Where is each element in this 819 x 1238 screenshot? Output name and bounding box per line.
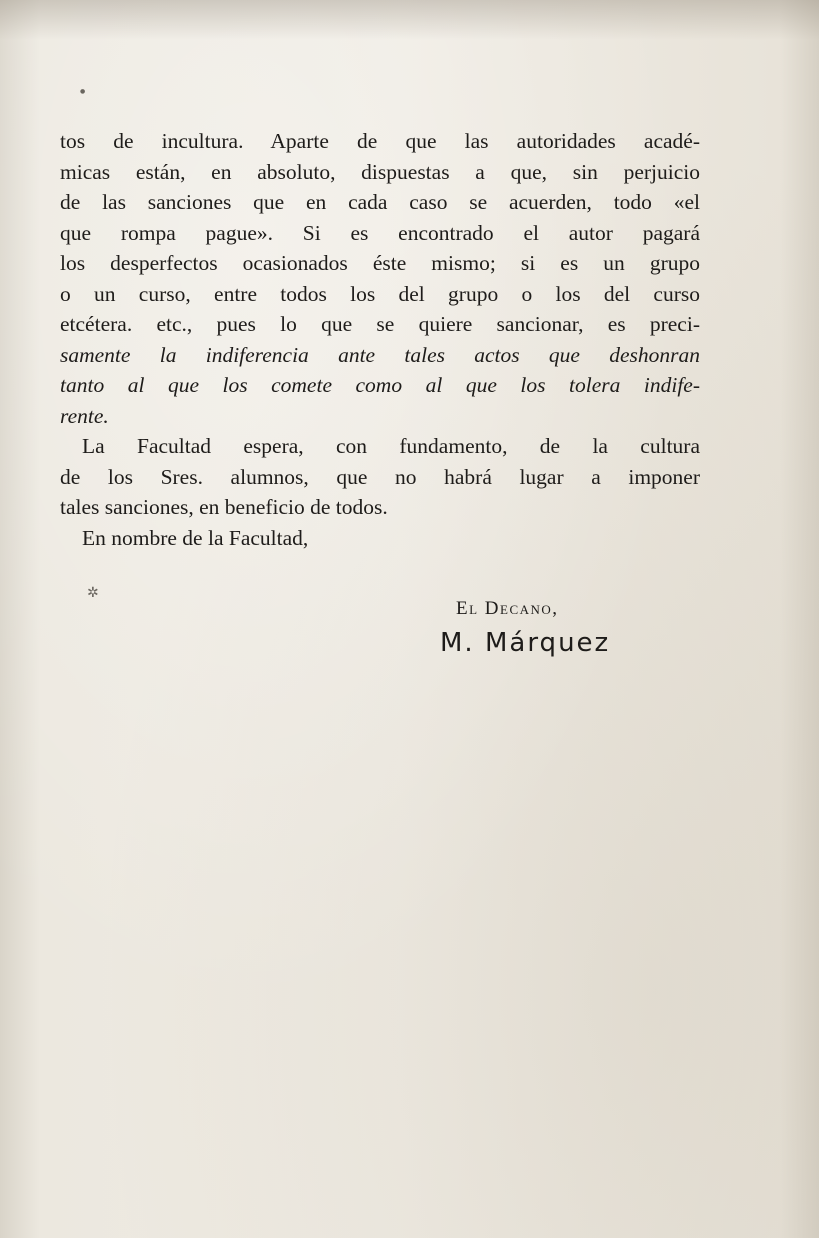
signature-name: M. Márquez [440, 628, 611, 658]
text-line: micas están, en absoluto, dispuestas a que, sin perjuicio [60, 159, 700, 184]
text-line: samente la indiferencia ante tales actos que deshonran [60, 342, 700, 367]
signature-block [440, 598, 610, 658]
text-line: tos de incultura. Aparte de que las autoridades acadé- [60, 129, 700, 153]
text-line: que rompa pague». Si es encontrado el autor pagará [60, 220, 700, 245]
text-line: tales sanciones, en beneficio de todos. [60, 495, 388, 519]
text-line: de las sanciones que en cada caso se acuerden, todo «el [60, 190, 700, 214]
text-line: etcétera. etc., pues lo que se quiere sancionar, es preci- [60, 312, 700, 336]
text-line: rente. [60, 403, 109, 428]
text-line: de los Sres. alumnos, que no habrá lugar a imponer [60, 464, 700, 489]
text-line: La Facultad espera, con fundamento, de la cultura [82, 434, 700, 458]
text-line: tanto al que los comete como al que los tolera indife- [60, 373, 700, 397]
page-edge-shadow [0, 0, 819, 40]
text-line: o un curso, entre todos los del grupo o los del curso [60, 281, 700, 306]
dust-speck: ● [80, 88, 86, 95]
ink-smudge-mark: ✲ [87, 585, 99, 601]
signature-title: El Decano, [456, 598, 559, 619]
body-text [60, 126, 700, 553]
text-line: En nombre de la Facultad, [82, 525, 309, 550]
text-line: los desperfectos ocasionados éste mismo; si es un grupo [60, 251, 700, 275]
